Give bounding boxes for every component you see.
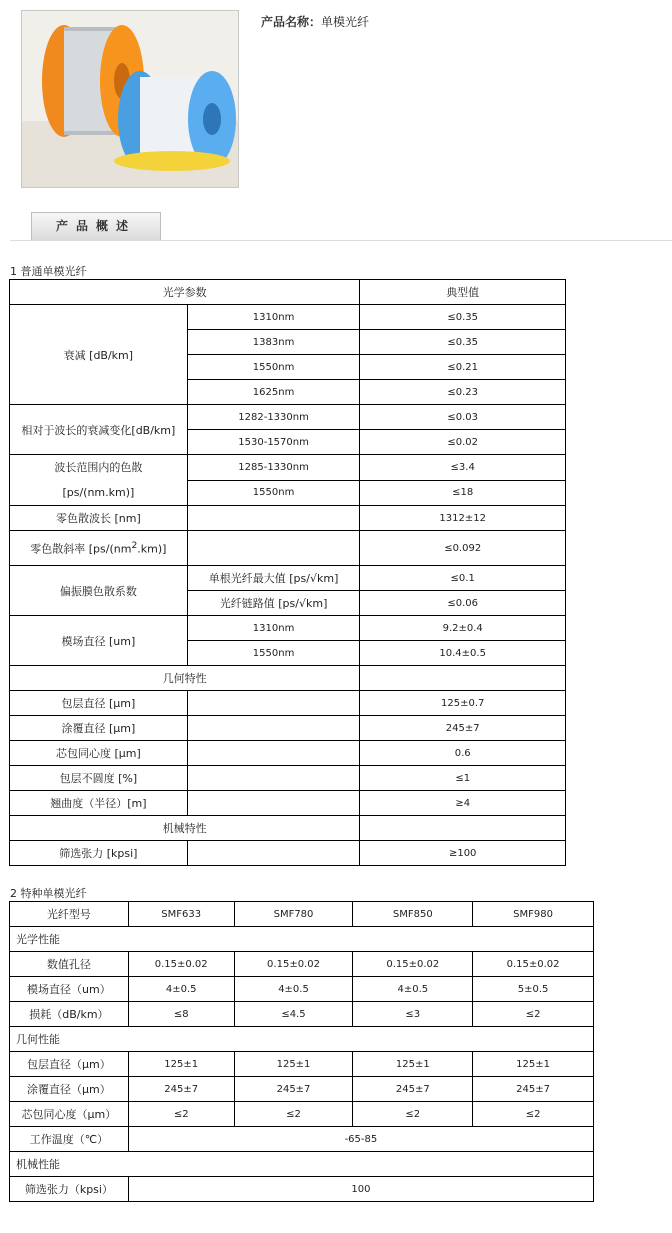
table-row	[10, 531, 566, 566]
cell: 1310nm	[187, 616, 360, 641]
table-row	[10, 952, 594, 977]
cell: ≤0.21	[360, 355, 566, 380]
cell: 125±1	[353, 1052, 473, 1077]
group-title: 光学性能	[10, 927, 594, 952]
cell: ≤2	[234, 1102, 353, 1127]
zero-slope-sup: 2	[131, 539, 138, 551]
cell: 1312±12	[360, 506, 566, 531]
row-label	[10, 455, 188, 506]
cell	[187, 841, 360, 866]
row-label: 衰减 [dB/km]	[10, 305, 188, 405]
header-cell: SMF633	[128, 902, 234, 927]
row-label: 模场直径（um）	[10, 977, 129, 1002]
table-row	[10, 566, 566, 591]
product-name-label: 产品名称	[261, 15, 310, 29]
cell	[187, 791, 360, 816]
group-title: 几何特性	[10, 666, 360, 691]
cell	[187, 531, 360, 566]
cell: 125±0.7	[360, 691, 566, 716]
cell	[187, 506, 360, 531]
row-label: 包层不圆度 [%]	[10, 766, 188, 791]
cell: 245±7	[473, 1077, 594, 1102]
cell: ≤0.03	[360, 405, 566, 430]
cell	[187, 716, 360, 741]
cell: 1285-1330nm	[187, 455, 360, 481]
cell	[360, 816, 566, 841]
cell: ≤8	[128, 1002, 234, 1027]
cell: ≥100	[360, 841, 566, 866]
cell: 100	[128, 1177, 593, 1202]
table-row	[10, 506, 566, 531]
cell: 245±7	[360, 716, 566, 741]
table-row	[10, 716, 566, 741]
cell: 0.15±0.02	[353, 952, 473, 977]
group-title: 机械性能	[10, 1152, 594, 1177]
cell: 1530-1570nm	[187, 430, 360, 455]
cell: ≤0.092	[360, 531, 566, 566]
row-label: 翘曲度（半径）[m]	[10, 791, 188, 816]
row-label: 零色散波长 [nm]	[10, 506, 188, 531]
product-name-colon: ：	[309, 15, 322, 29]
header-cell: SMF850	[353, 902, 473, 927]
table-row	[10, 1052, 594, 1077]
table-row	[10, 1177, 594, 1202]
header-cell: SMF980	[473, 902, 594, 927]
table-row	[10, 405, 566, 430]
group-title: 机械特性	[10, 816, 360, 841]
cell: ≤2	[353, 1102, 473, 1127]
table-row	[10, 691, 566, 716]
row-label: 芯包同心度 [μm]	[10, 741, 188, 766]
cell: ≤3	[353, 1002, 473, 1027]
table-row	[10, 841, 566, 866]
cell: 125±1	[473, 1052, 594, 1077]
product-name-value: 单模光纤	[321, 15, 370, 29]
cell	[187, 741, 360, 766]
cell: ≤0.35	[360, 330, 566, 355]
row-label: 筛选张力 [kpsi]	[10, 841, 188, 866]
cell: 1310nm	[187, 305, 360, 330]
row-label: 相对于波长的衰减变化[dB/km]	[10, 405, 188, 455]
table-row	[10, 455, 566, 481]
table-row	[10, 666, 566, 691]
header-cell: 典型值	[360, 280, 566, 305]
row-label: 损耗（dB/km）	[10, 1002, 129, 1027]
cell: -65-85	[128, 1127, 593, 1152]
cell: ≥4	[360, 791, 566, 816]
cell: 9.2±0.4	[360, 616, 566, 641]
cell: 0.15±0.02	[473, 952, 594, 977]
table-row	[10, 902, 594, 927]
header-cell: 光纤型号	[10, 902, 129, 927]
product-name	[261, 13, 369, 30]
cell: 0.6	[360, 741, 566, 766]
cell: 10.4±0.5	[360, 641, 566, 666]
table-row	[10, 1102, 594, 1127]
group-title: 几何性能	[10, 1027, 594, 1052]
cell: 1550nm	[187, 641, 360, 666]
row-label: 模场直径 [um]	[10, 616, 188, 666]
cell: ≤2	[473, 1102, 594, 1127]
row-label: 芯包同心度（μm）	[10, 1102, 129, 1127]
cell: ≤0.06	[360, 591, 566, 616]
cell: 光纤链路值 [ps/√km]	[187, 591, 360, 616]
table-row	[10, 766, 566, 791]
cell: ≤2	[128, 1102, 234, 1127]
cell: ≤4.5	[234, 1002, 353, 1027]
row-label-line1: 波长范围内的色散	[54, 461, 143, 474]
row-label-line2: [ps/(nm.km)]	[62, 486, 135, 499]
cell	[187, 766, 360, 791]
cell: ≤0.35	[360, 305, 566, 330]
cell: 245±7	[128, 1077, 234, 1102]
cell: 0.15±0.02	[234, 952, 353, 977]
table-row	[10, 741, 566, 766]
row-label: 涂覆直径（μm）	[10, 1077, 129, 1102]
table-row	[10, 1127, 594, 1152]
section2-title: 2 特种单模光纤	[10, 887, 87, 900]
cell: ≤1	[360, 766, 566, 791]
table-row	[10, 1027, 594, 1052]
row-label: 包层直径（μm）	[10, 1052, 129, 1077]
cell: 单根光纤最大值 [ps/√km]	[187, 566, 360, 591]
table-row	[10, 791, 566, 816]
table-row	[10, 280, 566, 305]
header-cell: SMF780	[234, 902, 353, 927]
cell: ≤0.1	[360, 566, 566, 591]
table-row	[10, 1002, 594, 1027]
cell: 1550nm	[187, 355, 360, 380]
cell	[360, 666, 566, 691]
table-row	[10, 816, 566, 841]
table-row	[10, 927, 594, 952]
row-label: 数值孔径	[10, 952, 129, 977]
cell: 125±1	[234, 1052, 353, 1077]
cell: ≤18	[360, 480, 566, 506]
zero-slope-label-b: .km)]	[137, 542, 167, 556]
tab-overview[interactable]: 产品概述	[31, 212, 161, 240]
cell: 0.15±0.02	[128, 952, 234, 977]
cell: 4±0.5	[128, 977, 234, 1002]
cell: 125±1	[128, 1052, 234, 1077]
cell: 1625nm	[187, 380, 360, 405]
cell	[187, 691, 360, 716]
zero-slope-label-a: 零色散斜率 [ps/(nm	[30, 542, 132, 556]
row-label: 包层直径 [μm]	[10, 691, 188, 716]
cell: ≤0.23	[360, 380, 566, 405]
cell: 245±7	[234, 1077, 353, 1102]
cell: ≤2	[473, 1002, 594, 1027]
cell: 4±0.5	[353, 977, 473, 1002]
cell: 1550nm	[187, 480, 360, 506]
table-row	[10, 305, 566, 330]
cell: ≤3.4	[360, 455, 566, 481]
table-row	[10, 1077, 594, 1102]
cell: 1383nm	[187, 330, 360, 355]
header-cell: 光学参数	[10, 280, 360, 305]
cell: ≤0.02	[360, 430, 566, 455]
row-label: 偏振膜色散系数	[10, 566, 188, 616]
table-special-smf	[9, 901, 594, 1202]
cell: 1282-1330nm	[187, 405, 360, 430]
cell: 5±0.5	[473, 977, 594, 1002]
row-label: 工作温度（℃）	[10, 1127, 129, 1152]
table-row	[10, 1152, 594, 1177]
table-standard-smf	[9, 279, 566, 866]
tab-divider	[10, 240, 672, 241]
section1-title: 1 普通单模光纤	[10, 265, 87, 278]
cell: 245±7	[353, 1077, 473, 1102]
cell: 4±0.5	[234, 977, 353, 1002]
table-row	[10, 977, 594, 1002]
product-photo	[21, 10, 239, 188]
row-label: 涂覆直径 [μm]	[10, 716, 188, 741]
row-label: 筛选张力（kpsi）	[10, 1177, 129, 1202]
row-label	[10, 531, 188, 566]
table-row	[10, 616, 566, 641]
